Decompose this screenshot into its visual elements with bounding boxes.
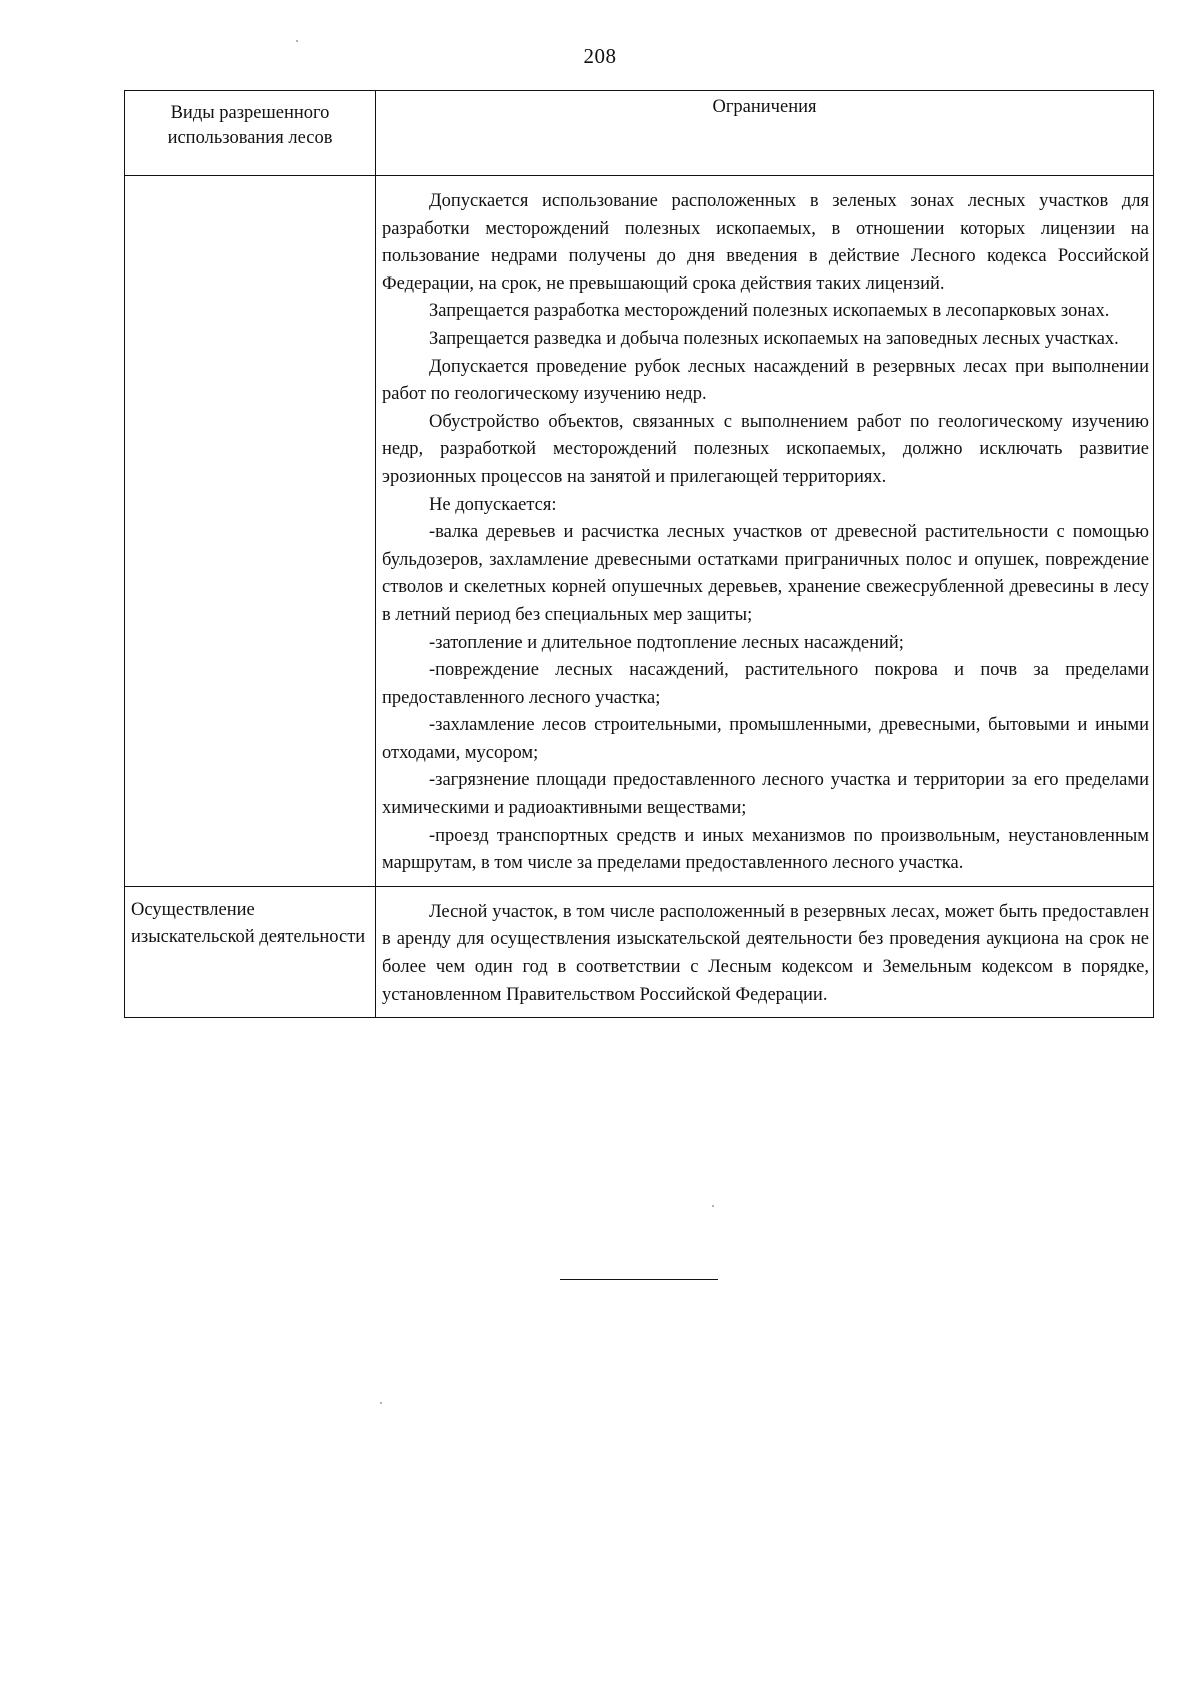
- page-number: 208: [583, 44, 617, 68]
- list-item: -захламление лесов строительными, промышленными, древесными, бытовыми и иными отходами, мусором;: [382, 715, 1149, 763]
- scan-speck: [380, 1402, 382, 1404]
- paragraph: Лесной участок, в том числе расположенный в резервных лесах, может быть предоставлен в аренду для осуществления изыскательской деятельности без проведения аукциона на срок не более чем один год в соответствии с Лесным кодексом и Земельным кодексом в порядке, установленном Правительством Российской Федерации.: [382, 901, 1149, 1005]
- paragraph: Запрещается разработка месторождений полезных ископаемых в лесопарковых зонах.: [429, 301, 1110, 322]
- row-2-label: [125, 886, 376, 1017]
- row-1-label: [125, 176, 376, 887]
- paragraph: Допускается использование расположенных в зеленых зонах лесных участков для разработки месторождений полезных ископаемых, в отношении которых лицензии на пользование недрами получены до дня введения в действие Лесного кодекса Российской Федерации, на срок, не превышающий срока действия таких лицензий.: [382, 191, 1149, 294]
- list-item: -затопление и длительное подтопление лесных насаждений;: [429, 632, 904, 653]
- paragraph: Обустройство объектов, связанных с выполнением работ по геологическому изучению недр, разработкой месторождений полезных ископаемых, должно исключать развитие эрозионных процессов на занятой и прилегающей территориях.: [382, 411, 1149, 487]
- restrictions-table: [124, 90, 1154, 1018]
- paragraph: Допускается проведение рубок лесных насаждений в резервных лесах при выполнении работ по геологическому изучению недр.: [382, 356, 1149, 405]
- table-row: [125, 886, 1154, 1017]
- list-item: -проезд транспортных средств и иных механизмов по произвольным, неустановленным маршрутам, в том числе за пределами предоставленного лесного участка.: [382, 825, 1149, 874]
- paragraph: Не допускается:: [429, 494, 557, 515]
- list-item: -загрязнение площади предоставленного лесного участка и территории за его пределами химическими и радиоактивными веществами;: [382, 770, 1149, 819]
- list-item: -валка деревьев и расчистка лесных участков от древесной растительности с помощью бульдозеров, захламление древесными остатками приграничных полос и опушек, повреждение стволов и скелетных корней опушечных деревьев, хранение свежесрубленной древесины в лесу в летний период без специальных мер защиты;: [382, 522, 1149, 625]
- row-2-restrictions: [376, 886, 1154, 1017]
- paragraph: Запрещается разведка и добыча полезных ископаемых на заповедных лесных участках.: [429, 328, 1119, 349]
- scan-speck: [296, 40, 298, 42]
- row-1-restrictions: [376, 176, 1154, 887]
- table-row: [125, 176, 1154, 887]
- header-restrictions: Ограничения: [376, 91, 1154, 176]
- list-item: -повреждение лесных насаждений, растительного покрова и почв за пределами предоставленного лесного участка;: [382, 660, 1149, 708]
- header-usage-type: Виды разрешенного использования лесов: [125, 91, 376, 176]
- row-label-text: Осуществление изыскательской деятельности: [131, 899, 366, 948]
- table-header-row: [125, 91, 1154, 176]
- end-divider-line: [560, 1279, 718, 1280]
- scan-speck: [712, 1205, 714, 1207]
